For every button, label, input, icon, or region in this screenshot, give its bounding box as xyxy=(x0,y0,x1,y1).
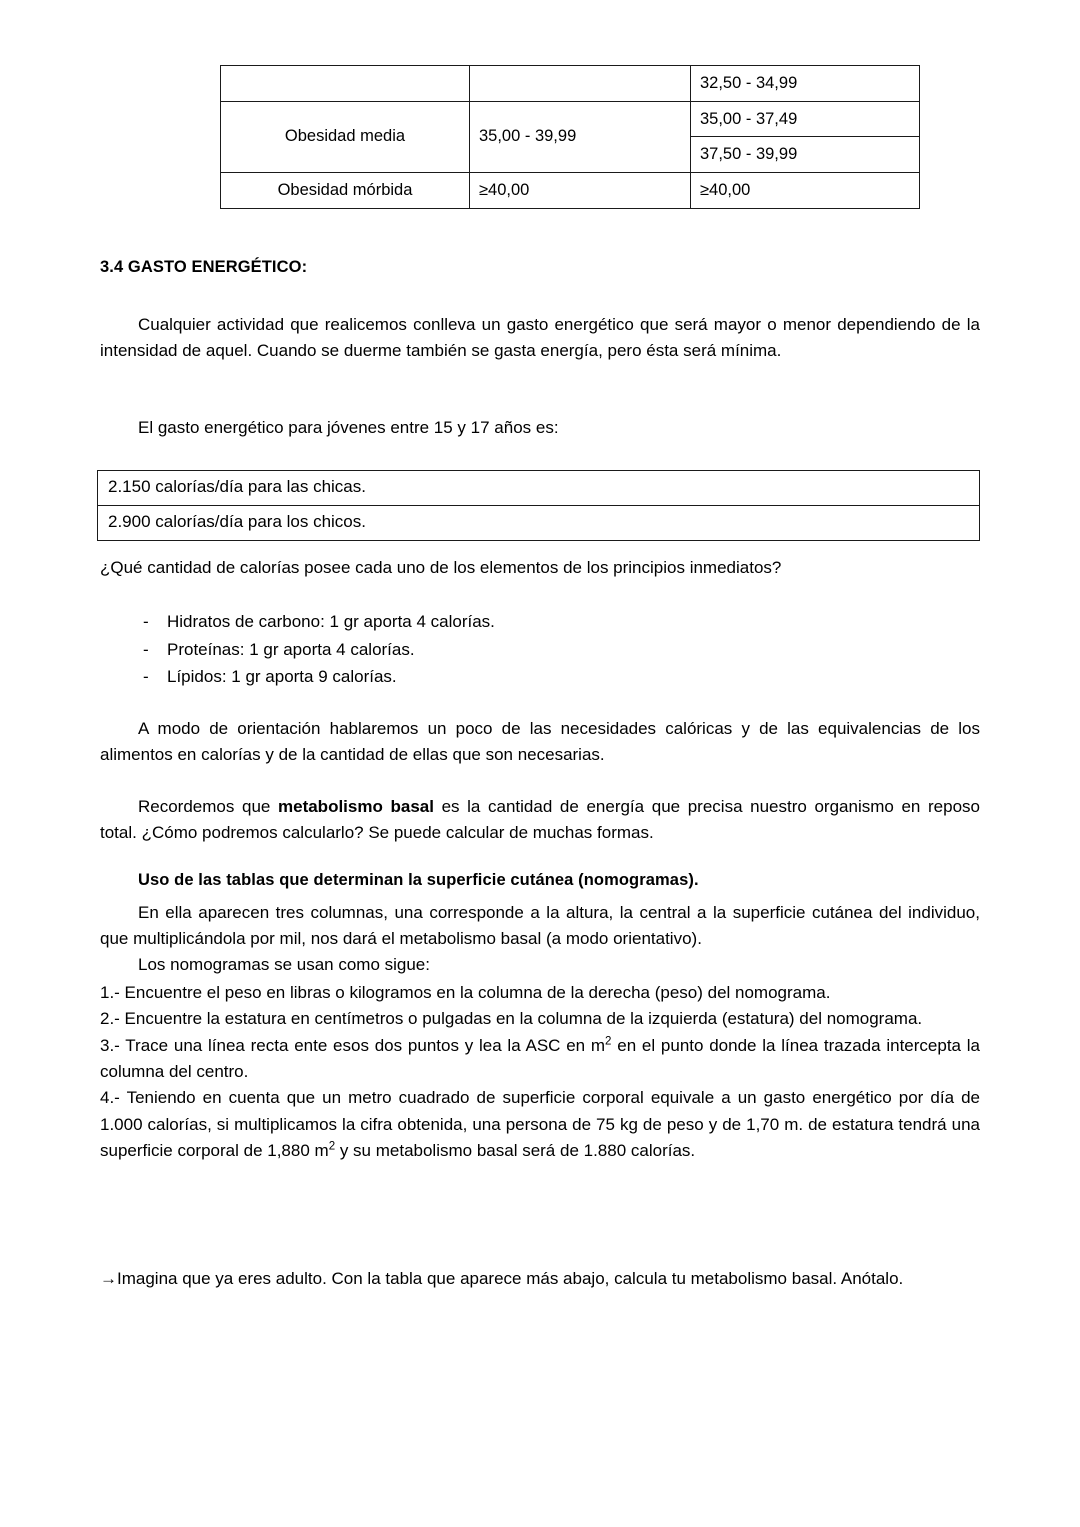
calories-row-girls: 2.150 calorías/día para las chicas. xyxy=(108,477,366,496)
step-4-part-a: 4.- Teniendo en cuenta que un metro cuadrado de superficie corporal equivale a un gasto energético por día de 1.000 calorías, si multiplicamos la cifra obtenida, una persona de 75 kg de peso y de 1,70 m. de estatura tendrá una superficie corporal de 1,880 m xyxy=(100,1088,980,1161)
table-row xyxy=(221,172,920,208)
cell-classification xyxy=(221,66,470,102)
paragraph-final-task xyxy=(100,1266,980,1292)
cell-sub-range: 32,50 - 34,99 xyxy=(691,66,920,102)
table xyxy=(220,65,920,209)
list-item-label: Lípidos: 1 gr aporta 9 calorías. xyxy=(167,667,397,687)
step-3-part-a: 3.- Trace una línea recta ente esos dos puntos y lea la ASC en m xyxy=(100,1035,606,1055)
list-item xyxy=(143,636,983,664)
basal-bold-term: metabolismo basal xyxy=(278,797,434,816)
nomogram-steps xyxy=(100,980,980,1164)
cell-bmi-range: ≥40,00 xyxy=(470,172,691,208)
step-4 xyxy=(100,1085,980,1164)
paragraph-orientation: A modo de orientación hablaremos un poco de las necesidades calóricas y de las equivalencias de los alimentos en calorías y de la cantidad de ellas que son necesarias. xyxy=(100,719,980,765)
paragraph-nomogram-description: En ella aparecen tres columnas, una corresponde a la altura, la central a la superficie cutánea del individuo, que multiplicándola por mil, nos dará el metabolismo basal (a modo orientativo). xyxy=(100,903,980,949)
step-2: 2.- Encuentre la estatura en centímetros o pulgadas en la columna de la izquierda (estatura) del nomograma. xyxy=(100,1009,923,1029)
step-4-part-b: y su metabolismo basal será de 1.880 calorías. xyxy=(335,1141,696,1161)
paragraph-nomogram-usage: Los nomogramas se usan como sigue: xyxy=(138,955,430,974)
step-1: 1.- Encuentre el peso en libras o kilogramos en la columna de la derecha (peso) del nomograma. xyxy=(100,983,831,1002)
cell-bmi-range xyxy=(470,66,691,102)
paragraph-question: ¿Qué cantidad de calorías posee cada uno de los elementos de los principios inmediatos? xyxy=(100,558,782,577)
list-item-label: Hidratos de carbono: 1 gr aporta 4 calorías. xyxy=(167,612,495,631)
step-4-superscript: 2 xyxy=(328,1140,336,1153)
paragraph-intro: Cualquier actividad que realicemos conlleva un gasto energético que será mayor o menor dependiendo de la intensidad de aquel. Cuando se duerme también se gasta energía, pero ésta será mínima. xyxy=(100,315,980,361)
cell-sub-range: 37,50 - 39,99 xyxy=(691,137,920,173)
dash-bullet-icon: - xyxy=(143,667,149,687)
dash-bullet-icon: - xyxy=(143,639,149,659)
paragraph-basal-metabolism xyxy=(100,794,980,847)
list-item-label: Proteínas: 1 gr aporta 4 calorías. xyxy=(167,639,415,659)
cell-sub-range: ≥40,00 xyxy=(691,172,920,208)
nutrient-list xyxy=(143,608,983,691)
paragraph-lead-in: El gasto energético para jóvenes entre 15 y 17 años es: xyxy=(138,418,559,437)
table-row xyxy=(221,101,920,137)
table-row xyxy=(221,66,920,102)
dash-bullet-icon: - xyxy=(143,612,149,631)
bmi-classification-table xyxy=(220,65,862,209)
step-3-part-b: en el punto donde la línea trazada intercepta la columna del centro. xyxy=(100,1035,980,1082)
nomogram-heading: Uso de las tablas que determinan la superficie cutánea (nomogramas). xyxy=(138,871,699,889)
list-item xyxy=(143,663,983,691)
cell-classification: Obesidad media xyxy=(221,101,470,172)
basal-prefix: Recordemos que xyxy=(138,797,278,816)
step-3 xyxy=(100,1033,980,1086)
cell-classification: Obesidad mórbida xyxy=(221,172,470,208)
step-3-superscript: 2 xyxy=(605,1035,612,1048)
list-item xyxy=(143,608,983,636)
arrow-icon: → xyxy=(100,1269,117,1288)
calories-box xyxy=(97,470,980,541)
final-task-text: Imagina que ya eres adulto. Con la tabla que aparece más abajo, calcula tu metabolismo basal. Anótalo. xyxy=(117,1269,904,1288)
section-heading: 3.4 GASTO ENERGÉTICO: xyxy=(100,258,308,276)
basal-suffix: es la cantidad de energía que precisa nuestro organismo en reposo total. ¿Cómo podremos calcularlo? Se puede calcular de muchas formas. xyxy=(100,797,980,843)
calories-row-boys: 2.900 calorías/día para los chicos. xyxy=(98,505,979,540)
cell-bmi-range: 35,00 - 39,99 xyxy=(470,101,691,172)
cell-sub-range: 35,00 - 37,49 xyxy=(691,101,920,137)
